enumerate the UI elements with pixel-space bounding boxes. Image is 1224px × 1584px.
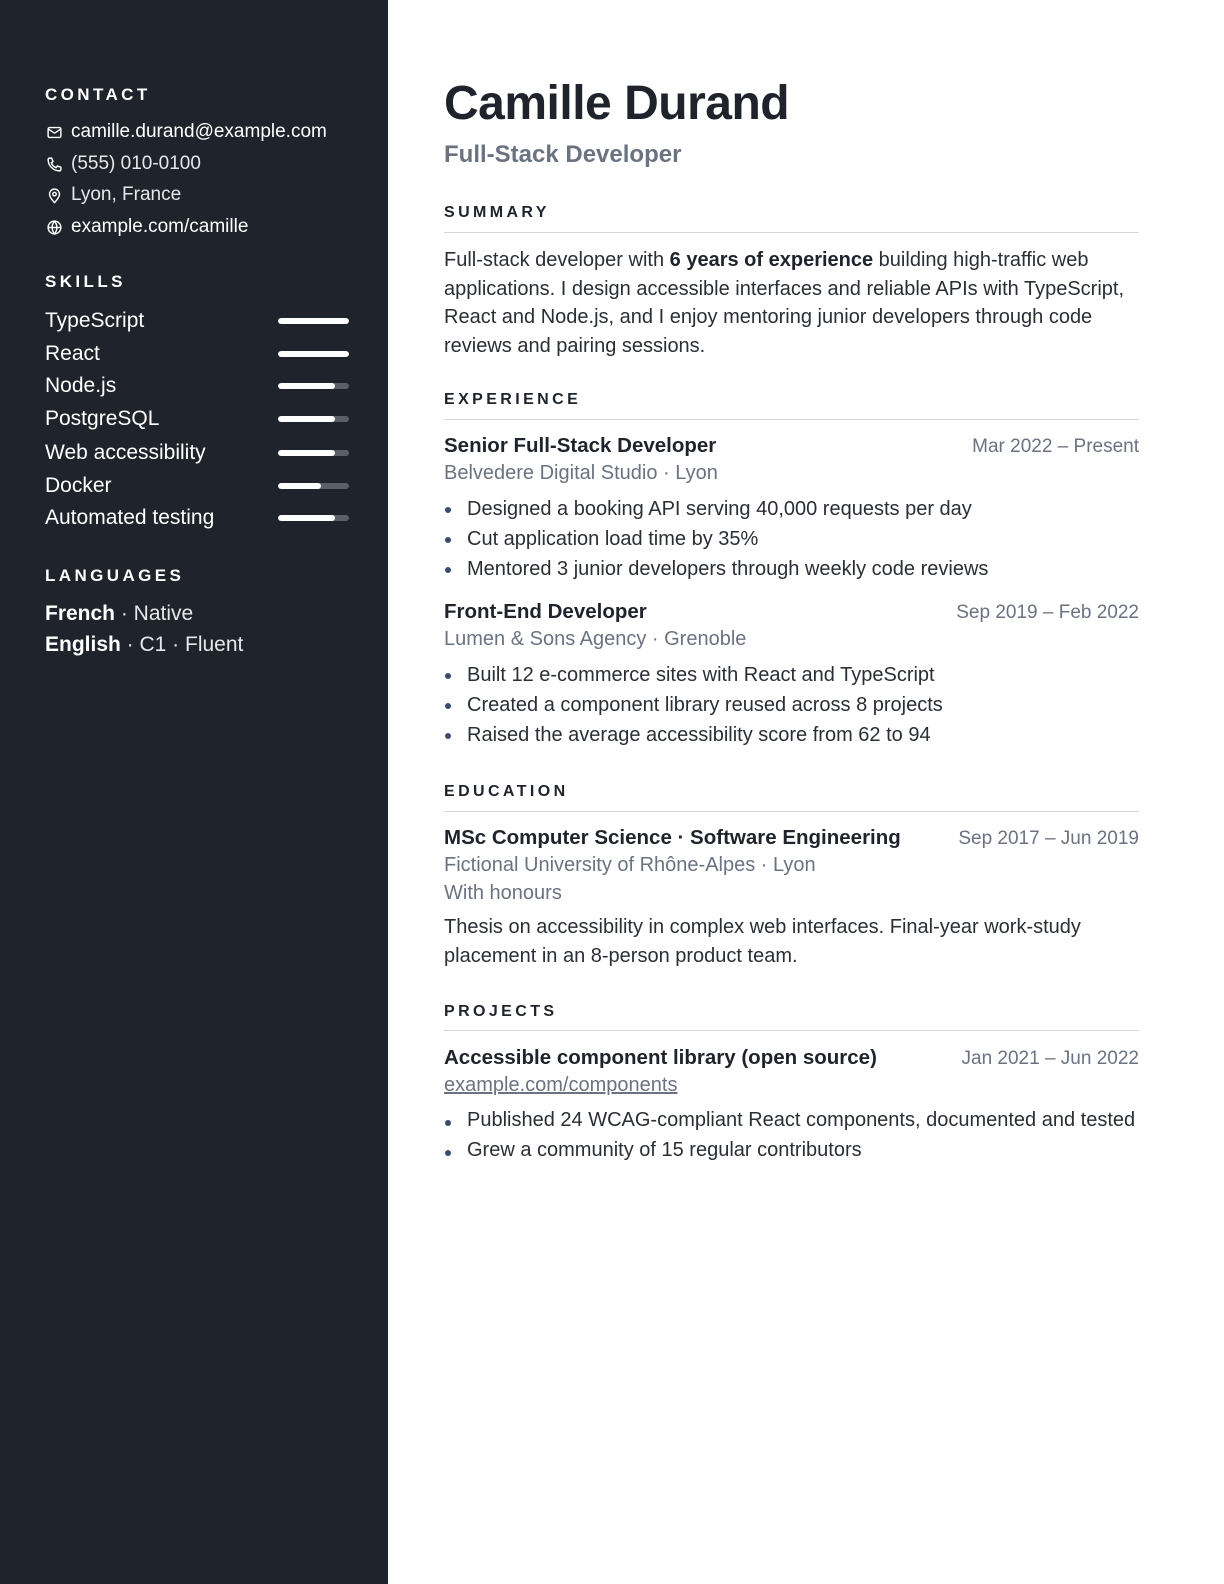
skill-item xyxy=(45,372,349,400)
skill-level-bar xyxy=(278,416,349,422)
contact-website[interactable] xyxy=(45,215,248,239)
language-item xyxy=(45,633,243,657)
languages-heading: LANGUAGES xyxy=(45,566,185,585)
contact-phone-text: (555) 010-0100 xyxy=(71,153,201,174)
skill-level-bar xyxy=(278,515,349,521)
skill-level-fill xyxy=(278,383,335,389)
skill-level-bar xyxy=(278,351,349,357)
job-dates: Mar 2022 – Present xyxy=(972,436,1139,457)
experience-heading: EXPERIENCE xyxy=(444,391,582,408)
section-divider xyxy=(444,419,1139,420)
section-divider xyxy=(444,811,1139,812)
sidebar xyxy=(0,0,388,1584)
projects-heading: PROJECTS xyxy=(444,1003,558,1020)
summary-text-end: building high-traffic web applications. I design accessible interfaces and reliable APIs with TypeScript, React and Node.js, and I enjoy mentoring junior developers through code reviews and pairing sessions. xyxy=(444,249,1124,357)
section-divider xyxy=(444,1030,1139,1031)
list-item: Cut application load time by 35% xyxy=(444,524,1139,554)
skill-item xyxy=(45,307,349,335)
education-description: Thesis on accessibility in complex web interfaces. Final-year work-study placement in an 8-person product team. xyxy=(444,916,1081,967)
job-title: Senior Full-Stack Developer xyxy=(444,434,717,457)
mail-icon xyxy=(45,123,63,141)
degree-title: MSc Computer Science · Software Engineering xyxy=(444,826,901,849)
project-link[interactable]: example.com/components xyxy=(444,1074,678,1096)
globe-icon xyxy=(45,218,63,236)
skill-level-bar xyxy=(278,383,349,389)
skill-item xyxy=(45,472,349,500)
skill-level-fill xyxy=(278,515,335,521)
skill-name: PostgreSQL xyxy=(45,407,160,430)
skill-name: Docker xyxy=(45,474,112,497)
skill-name: Node.js xyxy=(45,374,117,397)
summary-text xyxy=(444,246,1139,360)
job-dates: Sep 2019 – Feb 2022 xyxy=(956,602,1139,623)
list-item: Created a component library reused across 8 projects xyxy=(444,690,1139,720)
language-name: French xyxy=(45,602,116,625)
skill-level-bar xyxy=(278,450,349,456)
project-title: Accessible component library (open source) xyxy=(444,1046,877,1069)
skill-level-fill xyxy=(278,416,335,422)
contact-location xyxy=(45,183,181,207)
skill-level-fill xyxy=(278,351,349,357)
candidate-name: Camille Durand xyxy=(444,77,790,130)
skill-name: Automated testing xyxy=(45,506,215,529)
phone-icon xyxy=(45,155,63,173)
education-heading: EDUCATION xyxy=(444,783,569,800)
list-item: Grew a community of 15 regular contributors xyxy=(444,1137,1139,1165)
list-item: Mentored 3 junior developers through weekly code reviews xyxy=(444,554,1139,584)
list-item: Designed a booking API serving 40,000 requests per day xyxy=(444,494,1139,524)
skill-item xyxy=(45,439,349,467)
skill-item xyxy=(45,405,349,433)
job-achievements xyxy=(444,660,1139,750)
project-achievements xyxy=(444,1107,1139,1165)
summary-heading: SUMMARY xyxy=(444,204,550,221)
list-item: Published 24 WCAG-compliant React components, documented and tested xyxy=(444,1107,1139,1135)
skill-level-fill xyxy=(278,318,349,324)
skill-level-fill xyxy=(278,483,321,489)
job-company: Belvedere Digital Studio · Lyon xyxy=(444,462,718,484)
list-item: Built 12 e-commerce sites with React and TypeScript xyxy=(444,660,1139,690)
skill-level-bar xyxy=(278,483,349,489)
education-dates: Sep 2017 – Jun 2019 xyxy=(958,828,1139,849)
project-dates: Jan 2021 – Jun 2022 xyxy=(961,1048,1139,1069)
skill-item xyxy=(45,504,349,532)
map-pin-icon xyxy=(45,186,63,204)
language-level: · C1 · Fluent xyxy=(120,633,244,656)
contact-phone[interactable] xyxy=(45,152,201,176)
skill-name: React xyxy=(45,342,100,365)
list-item: Raised the average accessibility score from 62 to 94 xyxy=(444,720,1139,750)
contact-email[interactable] xyxy=(45,120,327,144)
summary-highlight: 6 years of experience xyxy=(669,249,874,271)
contact-location-text: Lyon, France xyxy=(71,184,182,205)
job-title: Front-End Developer xyxy=(444,600,647,623)
skill-item xyxy=(45,340,349,368)
skill-level-fill xyxy=(278,450,335,456)
school-name: Fictional University of Rhône-Alpes · Lyon xyxy=(444,854,816,876)
contact-heading: CONTACT xyxy=(45,85,151,104)
skill-name: Web accessibility xyxy=(45,441,206,464)
language-item xyxy=(45,602,193,626)
section-divider xyxy=(444,232,1139,233)
skill-level-bar xyxy=(278,318,349,324)
degree-honours: With honours xyxy=(444,882,562,904)
summary-text-start: Full-stack developer with xyxy=(444,249,670,271)
language-level: · Native xyxy=(115,602,194,625)
job-company: Lumen & Sons Agency · Grenoble xyxy=(444,628,747,650)
language-name: English xyxy=(45,633,121,656)
skills-heading: SKILLS xyxy=(45,272,126,291)
contact-email-text: camille.durand@example.com xyxy=(71,121,327,142)
skill-name: TypeScript xyxy=(45,309,145,332)
candidate-title: Full-Stack Developer xyxy=(444,141,682,168)
contact-website-text: example.com/camille xyxy=(71,216,249,237)
job-achievements xyxy=(444,494,1139,584)
